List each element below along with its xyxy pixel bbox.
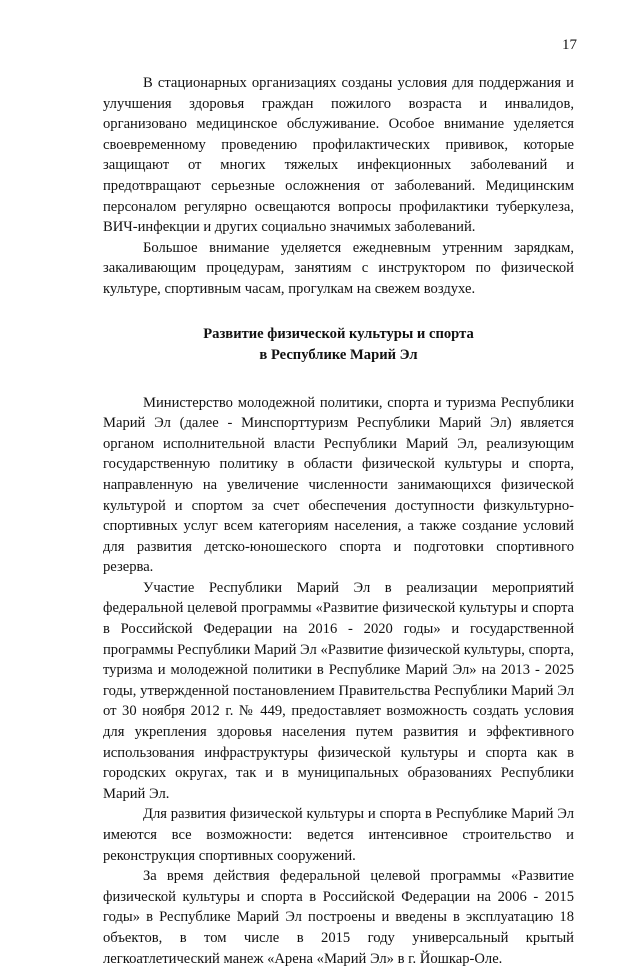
section-heading-line: в Республике Марий Эл (259, 346, 418, 363)
paragraph: В стационарных организациях созданы условия для поддержания и улучшения здоровья граждан пожилого возраста и инвалидов, организовано медицинское обслуживание. Особое внимание уделяется своевременному проведению профилактических прививок, которые защищают от многих тяжелых инфекционных заболеваний и предотвращают серьезные осложнения от заболеваний. Медицинским персоналом регулярно освещаются вопросы профилактики туберкулеза, ВИЧ-инфекции и других социально значимых заболеваний. (103, 75, 574, 236)
paragraph: За время действия федеральной целевой программы «Развитие физической культуры и спорта в Российской Федерации на 2006 - 2015 годы» в Республике Марий Эл построены и введены в эксплуатацию 18 объектов, в том числе в 2015 году универсальный крытый легкоатлетический манеж «Арена «Марий Эл» в г. Йошкар-Оле. (103, 868, 574, 967)
paragraph: Участие Республики Марий Эл в реализации мероприятий федеральной целевой программы «Развитие физической культуры и спорта в Российской Федерации на 2016 - 2020 годы» и государственной программы Республики Марий Эл «Развитие физической культуры, спорта, туризма и молодежной политики в Республике Марий Эл» на 2013 - 2025 годы, утвержденной постановлением Правительства Республики Марий Эл от 30 ноября 2012 г. № 449, предоставляет возможность создать условия для укрепления здоровья населения путем развития и эффективного использования инфраструктуры физической культуры и спорта как в городских округах, так и в муниципальных образованиях Республики Марий Эл. (103, 579, 574, 802)
section-heading-line: Развитие физической культуры и спорта (203, 325, 474, 342)
paragraph: Министерство молодежной политики, спорта и туризма Республики Марий Эл (далее - Минспорттуризм Республики Марий Эл) является органом исполнительной власти Республики Марий Эл, реализующим государственную политику в области физической культуры и спорта, направленную на увеличение численности занимающихся физической культурой и спортом за счет обеспечения доступности физкультурно-спортивных услуг всем категориям населения, а также создание условий для развития детско-юношеского спорта и подготовки спортивного резерва. (103, 394, 574, 576)
paragraph: Для развития физической культуры и спорта в Республике Марий Эл имеются все возможности: ведется интенсивное строительство и реконструкция спортивных сооружений. (103, 806, 574, 864)
page-number: 17 (562, 37, 577, 53)
page-body (103, 73, 574, 969)
section-heading (103, 324, 574, 366)
paragraph: Большое внимание уделяется ежедневным утренним зарядкам, закаливающим процедурам, занятиям с инструктором по физической культуре, спортивным часам, прогулкам на свежем воздухе. (103, 239, 574, 297)
